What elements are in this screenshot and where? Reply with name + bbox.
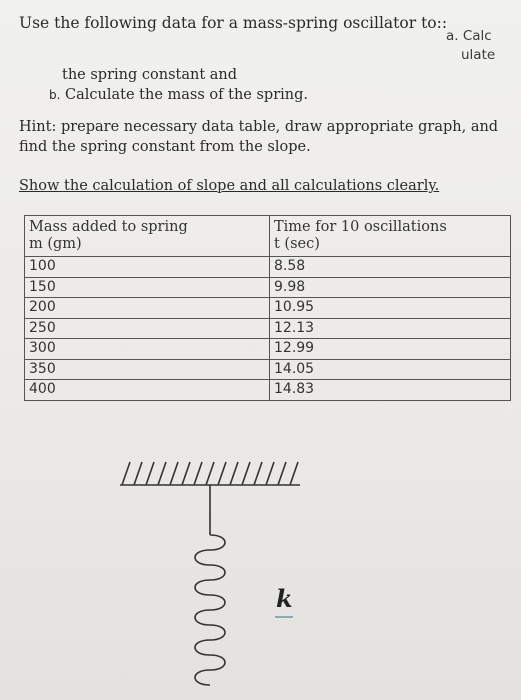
spring-diagram — [110, 450, 310, 700]
table-row — [25, 318, 511, 339]
table-row — [25, 277, 511, 298]
hint-text: Hint: prepare necessary data table, draw appropriate graph, and find the spring constant from the slope. — [19, 119, 499, 155]
part-b-label: b. — [49, 88, 61, 102]
cell-mass: 250 — [25, 318, 270, 339]
cell-mass: 100 — [25, 257, 270, 278]
table-row — [25, 298, 511, 319]
spring-constant-label: k — [276, 584, 293, 613]
cell-time: 14.05 — [270, 359, 511, 380]
data-table — [24, 215, 511, 401]
part-a-fragment-2: ulate — [461, 47, 496, 63]
cell-mass: 200 — [25, 298, 270, 319]
header-mass-line1: Mass added to spring — [29, 219, 188, 235]
cell-time: 8.58 — [270, 257, 511, 278]
cell-mass: 400 — [25, 380, 270, 401]
table-row — [25, 359, 511, 380]
cell-time: 12.99 — [270, 339, 511, 360]
part-b-text: Calculate the mass of the spring. — [65, 87, 309, 103]
cell-time: 12.13 — [270, 318, 511, 339]
header-time-line2: t (sec) — [274, 236, 320, 252]
header-time-line1: Time for 10 oscillations — [274, 219, 447, 235]
spring-coil — [195, 485, 225, 685]
cell-mass: 150 — [25, 277, 270, 298]
spring-label-underline — [275, 616, 293, 618]
question-title: Use the following data for a mass-spring oscillator to:: — [19, 14, 448, 32]
header-mass-line2: m (gm) — [29, 236, 82, 252]
table-row — [25, 257, 511, 278]
header-mass — [25, 216, 270, 257]
cell-time: 9.98 — [270, 277, 511, 298]
show-calculation-text: Show the calculation of slope and all calculations clearly. — [19, 178, 440, 194]
cell-mass: 350 — [25, 359, 270, 380]
cell-time: 10.95 — [270, 298, 511, 319]
part-b-line — [49, 87, 308, 103]
table-header-row — [25, 216, 511, 257]
table-row — [25, 380, 511, 401]
table-row — [25, 339, 511, 360]
part-a-fragment-1: a. Calc — [446, 28, 492, 44]
header-time — [270, 216, 511, 257]
spring-constant-line: the spring constant and — [62, 67, 238, 83]
ceiling-hatch — [120, 462, 300, 485]
cell-mass: 300 — [25, 339, 270, 360]
cell-time: 14.83 — [270, 380, 511, 401]
